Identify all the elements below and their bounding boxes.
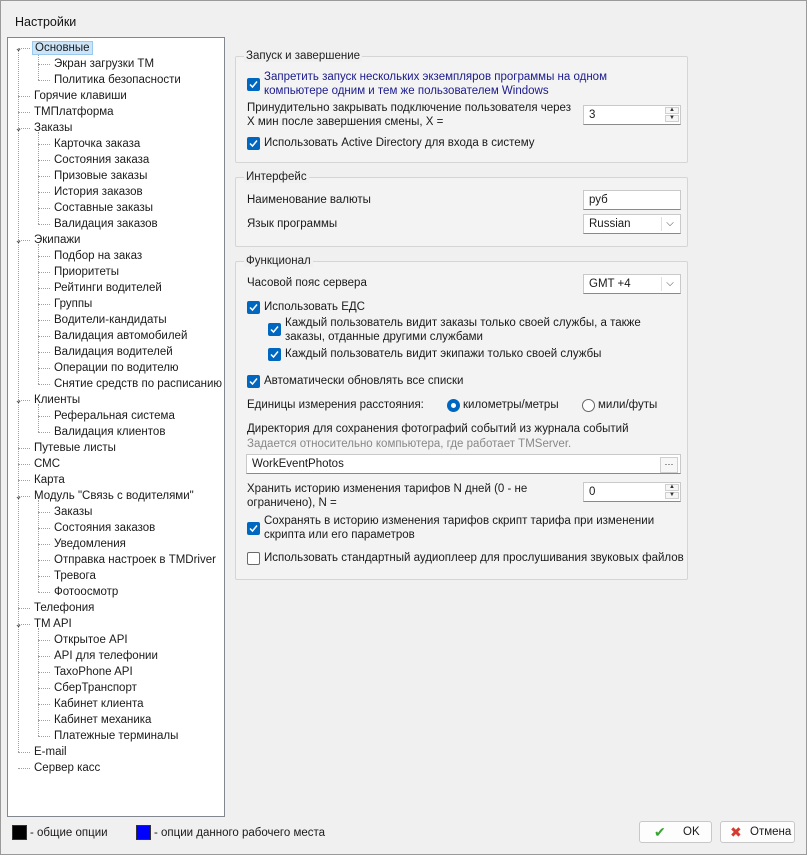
functional-group-title: Функционал [246,255,311,267]
tree-connector [38,416,50,417]
tree-connector [38,404,39,432]
language-value: Russian [589,218,631,230]
tree-connector [38,560,50,561]
chevron-down-icon[interactable]: ⌄ [14,235,23,245]
tree-item[interactable] [52,360,181,376]
chevron-down-icon[interactable]: ⌄ [14,123,23,133]
spin-buttons[interactable] [665,107,679,123]
interface-group [235,177,688,247]
tree-connector [18,112,30,113]
tree-connector [38,304,50,305]
tree-item-label: Состояния заказа [54,154,150,166]
spin-up-icon[interactable]: ▲ [665,107,679,114]
chevron-down-icon[interactable]: ⌄ [14,43,23,53]
tree-item[interactable] [52,168,149,184]
active-directory-label: Использовать Active Directory для входа в систему [264,137,535,149]
tree-item[interactable] [32,744,69,760]
tree-connector [38,656,50,657]
cancel-button[interactable] [720,821,795,843]
multi-instance-label: Запретить запуск нескольких экземпляров программы на одном компьютере одним и тем же пользователем Windows [264,71,607,97]
currency-value: руб [589,194,608,206]
tree-connector [38,720,50,721]
eds-orders-label: Каждый пользователь видит заказы только своей службы, а также заказы, отданные другими службами [285,317,641,343]
tree-item-label: Горячие клавиши [34,90,127,102]
tree-item[interactable] [32,232,82,248]
tree-connector [38,368,50,369]
tree-item-label: Телефония [34,602,95,614]
ok-label: OK [683,826,700,838]
spin-up-icon[interactable]: ▲ [665,484,679,491]
force-close-stepper[interactable] [583,105,681,125]
tree-connector [38,432,50,433]
tree-item-label: СМС [34,458,61,470]
tree-item-label: Тревога [54,570,96,582]
tree-item-label: Приоритеты [54,266,119,278]
tree-connector [38,64,50,65]
tree-item[interactable] [52,696,146,712]
tree-connector [38,272,50,273]
tree-item[interactable] [52,520,157,536]
chevron-down-icon[interactable]: ⌄ [14,491,23,501]
chevron-down-icon[interactable]: ⌵ [661,277,678,291]
tree-connector [38,336,50,337]
legend-common-swatch [12,825,27,840]
tree-item[interactable] [52,264,121,280]
tree-item[interactable] [52,568,98,584]
eds-crews-checkbox[interactable] [268,348,281,361]
distance-units-label: Единицы измерения расстояния: [247,399,424,411]
tree-connector [18,96,30,97]
tree-item-label: Сервер касс [34,762,101,774]
tree-item[interactable] [32,104,116,120]
tree-connector [38,144,50,145]
timezone-select[interactable] [583,274,681,294]
audio-player-checkbox[interactable] [247,552,260,565]
tree-item[interactable] [52,328,189,344]
timezone-value: GMT +4 [589,278,631,290]
tree-item[interactable] [52,280,164,296]
tree-item-label: Валидация заказов [54,218,158,230]
cancel-label: Отмена [750,826,792,838]
tree-item-label: Уведомления [54,538,126,550]
tree-item-label: Реферальная система [54,410,175,422]
tree-connector [38,628,39,736]
tree-item-label: Валидация автомобилей [54,330,188,342]
tree-item[interactable] [32,472,67,488]
tree-item[interactable] [52,376,224,392]
tree-connector [38,160,50,161]
tree-item-label: Экран загрузки TM [54,58,155,70]
startup-group-title: Запуск и завершение [246,50,361,62]
browse-button[interactable]: ··· [660,457,678,473]
tree-item[interactable] [32,392,82,408]
tree-item-label: СберТранспорт [54,682,137,694]
tree-item-label: Карта [34,474,65,486]
tree-connector [38,576,50,577]
tree-item[interactable] [52,552,218,568]
photo-dir-hint: Задается относительно компьютера, где работает TMServer. [247,438,572,450]
tree-item-label: Карточка заказа [54,138,141,150]
tree-item-label: Модуль "Связь с водителями" [34,490,194,502]
photo-dir-label: Директория для сохранения фотографий событий из журнала событий [247,423,629,435]
unit-miles-label: мили/футы [598,399,658,411]
tree-item[interactable] [52,56,156,72]
tree-item[interactable] [52,504,94,520]
tree-item-label: Клиенты [34,394,81,406]
legend-workplace-label: - опции данного рабочего места [154,827,326,839]
tree-item-label: Открытое API [54,634,128,646]
tree-item[interactable] [52,536,128,552]
tree-connector [18,608,30,609]
tree-connector [38,640,50,641]
tree-item-label: Заказы [34,122,73,134]
tree-item[interactable] [32,40,93,56]
cross-icon: ✖ [730,824,742,840]
audio-player-label: Использовать стандартный аудиоплеер для прослушивания звуковых файлов [264,552,684,564]
tree-item-label: Заказы [54,506,93,518]
tree-item-label: API для телефонии [54,650,158,662]
use-eds-label: Использовать ЕДС [264,301,365,313]
tree-item[interactable] [52,312,169,328]
tree-connector [18,768,30,769]
tree-item[interactable] [52,648,160,664]
tree-item-label: Экипажи [34,234,81,246]
tree-item-label: Кабинет клиента [54,698,144,710]
tree-connector [38,288,50,289]
tree-item[interactable] [52,72,183,88]
tree-item-label: Подбор на заказ [54,250,143,262]
checkmark-icon: ✔ [654,824,666,840]
multi-instance-checkbox[interactable] [247,78,260,91]
tree-item-label: Платежные терминалы [54,730,179,742]
unit-km-radio[interactable] [447,399,460,412]
tree-item[interactable] [52,344,175,360]
tree-connector [38,544,50,545]
legend-common-label: - общие опции [30,827,108,839]
tree-item[interactable] [52,248,144,264]
tree-item-label: Группы [54,298,93,310]
tree-connector [38,500,39,592]
save-script-label: Сохранять в историю изменения тарифов скрипт тарифа при изменении скрипта или его параметров [264,515,655,541]
tree-item-label: E-mail [34,746,67,758]
legend-workplace-swatch [136,825,151,840]
tree-item-label: TMПлатформа [34,106,114,118]
tree-item[interactable] [52,424,167,440]
currency-input[interactable] [583,190,681,210]
tree-item[interactable] [32,88,129,104]
tree-item-label: Отправка настроек в TMDriver [54,554,216,566]
tree-item[interactable] [52,664,135,680]
tree-connector [18,448,30,449]
tree-connector [38,688,50,689]
photo-dir-input[interactable] [246,454,681,474]
tree-item[interactable] [52,296,94,312]
force-close-label: Принудительно закрывать подключение пользователя через X мин после завершения смены, X = [247,102,571,128]
tree-connector [38,52,39,80]
unit-miles-radio[interactable] [582,399,595,412]
timezone-label: Часовой пояс сервера [247,277,367,289]
tree-item[interactable] [32,120,74,136]
save-script-checkbox[interactable] [247,522,260,535]
tree-item[interactable] [52,584,120,600]
tree-connector [38,384,50,385]
ok-button[interactable] [639,821,712,843]
tree-item[interactable] [52,216,160,232]
tree-connector [38,672,50,673]
force-close-value: 3 [589,109,596,121]
chevron-down-icon[interactable]: ⌄ [14,619,23,629]
tree-item[interactable] [52,712,153,728]
tree-item[interactable] [52,632,130,648]
tree-connector [38,244,39,384]
tree-item[interactable] [52,728,180,744]
tree-connector [18,480,30,481]
tree-item[interactable] [52,200,155,216]
spin-buttons[interactable] [665,484,679,500]
eds-crews-label: Каждый пользователь видит экипажи только своей службы [285,348,602,360]
tariff-history-value: 0 [589,486,596,498]
tree-connector [38,208,50,209]
tree-item-label: TaxoPhone API [54,666,133,678]
tree-connector [38,192,50,193]
tree-connector [38,320,50,321]
tree-connector [38,80,50,81]
tree-item-label: Снятие средств по расписанию [54,378,223,390]
spin-down-icon[interactable]: ▼ [665,115,679,122]
settings-tree[interactable] [7,37,225,817]
tree-connector [38,224,50,225]
tree-item[interactable] [32,488,196,504]
tree-item-label: Основные [32,41,93,55]
tree-connector [38,528,50,529]
tree-item[interactable] [52,184,145,200]
spin-down-icon[interactable]: ▼ [665,492,679,499]
tariff-history-label: Хранить историю изменения тарифов N дней (0 - не ограничено), N = [247,483,528,509]
photo-dir-value: WorkEventPhotos [252,458,344,470]
tree-item-label: Операции по водителю [54,362,179,374]
tree-connector [38,352,50,353]
chevron-down-icon[interactable]: ⌄ [14,395,23,405]
tree-item[interactable] [32,616,74,632]
tree-item-label: Валидация водителей [54,346,173,358]
active-directory-checkbox[interactable] [247,137,260,150]
tree-item[interactable] [32,440,118,456]
tree-item-label: Фотоосмотр [54,586,119,598]
eds-orders-checkbox[interactable] [268,323,281,336]
tree-item[interactable] [32,760,102,776]
tree-item-label: Путевые листы [34,442,116,454]
tree-item[interactable] [32,456,62,472]
tree-item-label: Политика безопасности [54,74,181,86]
tree-item[interactable] [52,152,151,168]
language-select[interactable] [583,214,681,234]
tree-connector [18,464,30,465]
auto-refresh-label: Автоматически обновлять все списки [264,375,464,387]
tree-item-label: Валидация клиентов [54,426,166,438]
tree-connector [38,592,50,593]
currency-label: Наименование валюты [247,194,371,206]
language-label: Язык программы [247,218,338,230]
tree-item-label: TM API [34,618,72,630]
tree-item[interactable] [52,408,177,424]
tree-connector [38,256,50,257]
tree-connector [18,752,30,753]
unit-km-label: километры/метры [463,399,559,411]
tree-item-label: Составные заказы [54,202,154,214]
tree-item-label: Водители-кандидаты [54,314,167,326]
tree-item[interactable] [52,136,142,152]
auto-refresh-checkbox[interactable] [247,375,260,388]
tree-connector [38,176,50,177]
tree-connector [38,132,39,224]
interface-group-title: Интерфейс [246,171,307,183]
tree-connector [38,704,50,705]
tree-item[interactable] [32,600,96,616]
chevron-down-icon[interactable]: ⌵ [661,217,678,231]
tree-connector [38,512,50,513]
window-title: Настройки [15,15,77,29]
tree-connector [38,736,50,737]
use-eds-checkbox[interactable] [247,301,260,314]
tree-item-label: Призовые заказы [54,170,148,182]
tree-item-label: Рейтинги водителей [54,282,162,294]
tree-item-label: Состояния заказов [54,522,156,534]
tariff-history-stepper[interactable] [583,482,681,502]
tree-item-label: История заказов [54,186,143,198]
tree-item[interactable] [52,680,139,696]
tree-item-label: Кабинет механика [54,714,152,726]
